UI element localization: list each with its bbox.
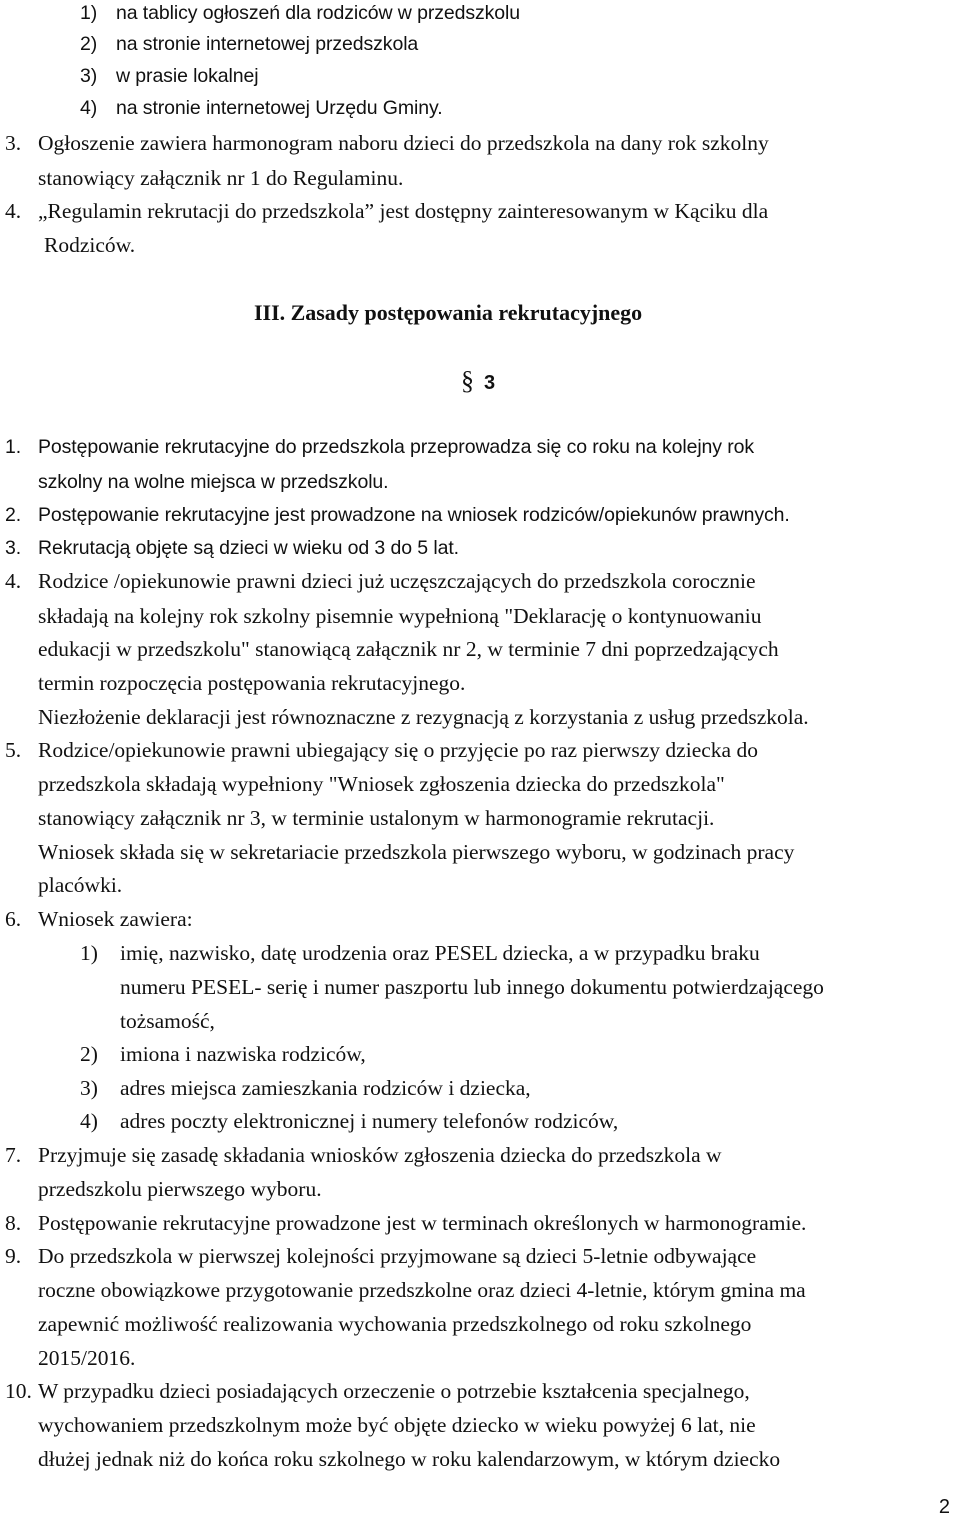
item-text: Rekrutacją objęte są dzieci w wieku od 3 do 5 lat. (38, 537, 459, 559)
item-text: Rodziców. (44, 233, 136, 257)
sub-item-text: imiona i nazwiska rodziców, (120, 1042, 366, 1066)
item-number: 1. (5, 436, 22, 458)
item-text: Przyjmuje się zasadę składania wniosków zgłoszenia dziecka do przedszkola w (38, 1143, 722, 1167)
item-text: edukacji w przedszkolu" stanowiącą załącznik nr 2, w terminie 7 dni poprzedzających (38, 637, 779, 661)
item-text: Postępowanie rekrutacyjne prowadzone jest w terminach określonych w harmonogramie. (38, 1211, 807, 1235)
list-text: w prasie lokalnej (116, 65, 259, 87)
item-text: „Regulamin rekrutacji do przedszkola” jest dostępny zainteresowanym w Kąciku dla (38, 199, 769, 223)
paragraph-mark (461, 364, 495, 401)
item-text: placówki. (38, 873, 123, 897)
list-text: na stronie internetowej Urzędu Gminy. (116, 97, 443, 119)
item-number: 7. (5, 1143, 22, 1167)
section-symbol: § (461, 366, 474, 395)
item-text: przedszkola składają wypełniony "Wniosek zgłoszenia dziecka do przedszkola" (38, 772, 725, 796)
item-text: Rodzice /opiekunowie prawni dzieci już uczęszczających do przedszkola corocznie (38, 569, 756, 593)
item-text: termin rozpoczęcia postępowania rekrutacyjnego. (38, 671, 466, 695)
item-number: 8. (5, 1211, 22, 1235)
list-number: 3) (80, 65, 98, 87)
item-text: Postępowanie rekrutacyjne do przedszkola przeprowadza się co roku na kolejny rok (38, 436, 755, 458)
item-text: stanowiący załącznik nr 3, w terminie ustalonym w harmonogramie rekrutacji. (38, 806, 715, 830)
item-number: 4. (5, 569, 22, 593)
item-text: roczne obowiązkowe przygotowanie przedszkolne oraz dzieci 4-letnie, którym gmina ma (38, 1278, 806, 1302)
item-number: 3. (5, 131, 22, 155)
paragraph-number: 3 (484, 372, 496, 394)
item-text: zapewnić możliwość realizowania wychowania przedszkolnego od roku szkolnego (38, 1312, 752, 1336)
item-number: 4. (5, 199, 22, 223)
item-text: wychowaniem przedszkolnym może być objęte dziecko w wieku powyżej 6 lat, nie (38, 1413, 756, 1437)
sub-item-text: adres miejsca zamieszkania rodziców i dziecka, (120, 1076, 531, 1100)
item-number: 2. (5, 504, 22, 526)
item-text: Wniosek składa się w sekretariacie przedszkola pierwszego wyboru, w godzinach pracy (38, 840, 795, 864)
item-text: Rodzice/opiekunowie prawni ubiegający się o przyjęcie po raz pierwszy dziecka do (38, 738, 758, 762)
item-text: Do przedszkola w pierwszej kolejności przyjmowane są dzieci 5-letnie odbywające (38, 1244, 757, 1268)
item-text: Niezłożenie deklaracji jest równoznaczne z rezygnacją z korzystania z usług przedszkola. (38, 705, 809, 729)
item-text: przedszkolu pierwszego wyboru. (38, 1177, 322, 1201)
item-text: stanowiący załącznik nr 1 do Regulaminu. (38, 166, 404, 190)
sub-item-text: tożsamość, (120, 1009, 215, 1033)
sub-item-text: adres poczty elektronicznej i numery telefonów rodziców, (120, 1109, 619, 1133)
page-number: 2 (938, 1496, 950, 1518)
item-text: składają na kolejny rok szkolny pisemnie wypełnioną "Deklarację o kontynuowaniu (38, 604, 762, 628)
sub-item-text: imię, nazwisko, datę urodzenia oraz PESEL dziecka, a w przypadku braku (120, 941, 760, 965)
list-text: na tablicy ogłoszeń dla rodziców w przedszkolu (116, 2, 521, 24)
list-number: 1) (80, 2, 98, 24)
list-text: na stronie internetowej przedszkola (116, 33, 419, 55)
section-heading (254, 296, 642, 331)
item-number: 10. (5, 1379, 32, 1403)
item-text: Ogłoszenie zawiera harmonogram naboru dzieci do przedszkola na dany rok szkolny (38, 131, 769, 155)
item-number: 9. (5, 1244, 22, 1268)
section-title: Zasady postępowania rekrutacyjnego (290, 300, 643, 325)
sub-item-number: 3) (80, 1076, 98, 1100)
section-roman-numeral: III. (254, 300, 286, 325)
item-text: dłużej jednak niż do końca roku szkolnego w roku kalendarzowym, w którym dziecko (38, 1447, 781, 1471)
list-number: 2) (80, 33, 98, 55)
item-number: 6. (5, 907, 22, 931)
list-number: 4) (80, 97, 98, 119)
item-text: Postępowanie rekrutacyjne jest prowadzone na wniosek rodziców/opiekunów prawnych. (38, 504, 790, 526)
item-text: W przypadku dzieci posiadających orzeczenie o potrzebie kształcenia specjalnego, (38, 1379, 750, 1403)
sub-item-number: 2) (80, 1042, 98, 1066)
item-number: 5. (5, 738, 22, 762)
item-text: szkolny na wolne miejsca w przedszkolu. (38, 471, 389, 493)
sub-item-text: numeru PESEL- serię i numer paszportu lub innego dokumentu potwierdzającego (120, 975, 824, 999)
sub-item-number: 4) (80, 1109, 98, 1133)
item-text: Wniosek zawiera: (38, 907, 193, 931)
item-number: 3. (5, 537, 22, 559)
item-text: 2015/2016. (38, 1346, 136, 1370)
sub-item-number: 1) (80, 941, 98, 965)
